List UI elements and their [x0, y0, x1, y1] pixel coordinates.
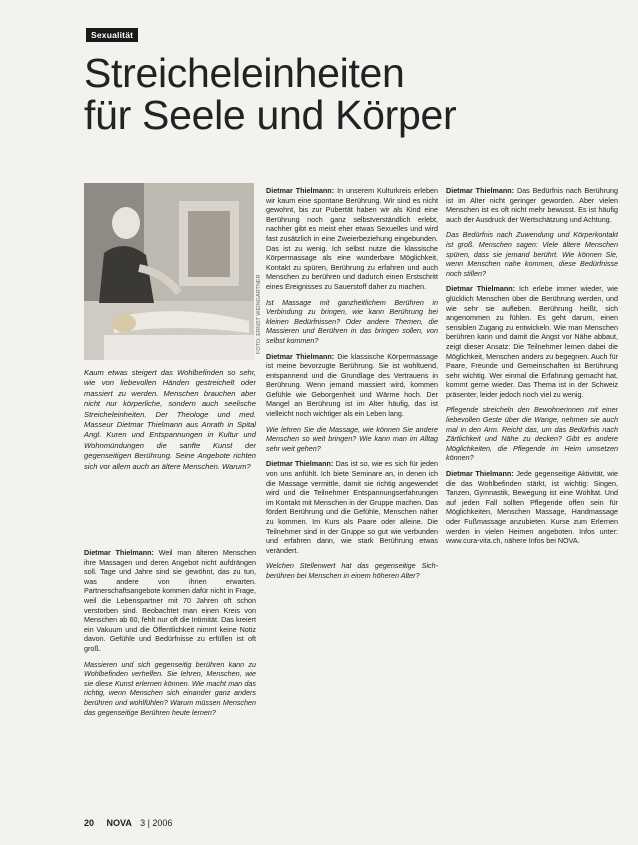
- massage-photo: [84, 183, 254, 360]
- paragraph: Dietmar Thielmann: Das Bedürfnis nach Berührung ist im Alter nicht geringer geworden. Aber vielen Menschen ist es oft nicht mehr bewusst. Es ist häufig auch der Ausdruck der Wertschätzung und Achtung.: [446, 186, 618, 224]
- article-lead: Kaum etwas steigert das Wohlbefinden so sehr, wie von liebevollen Händen gestreichelt oder massiert zu werden. Menschen brauchen aber nicht nur körperliche, sondern auch seelische Streicheleinheiten. Der Theologe und med. Masseur Dietmar Thielmann aus Anrath in Spital Angl. Kuren und Entspannungen in Kultur und Wohnmündungen die sanfte Kunst der gegenseitigen Berührung. Seine Angebote richten sich vor allem auch an ältere Menschen. Warum?: [84, 368, 256, 471]
- paragraph: Dietmar Thielmann: Die klassische Körpermassage ist meine bevorzugte Berührung. Sie ist wohltuend, entspannend und die Grundlage des Vertrauens in Berührung. Wenn jemand massiert wird, kommen Gefühle wie Geborgenheit und Wärme hoch. Der Mangel an Berührung ist im Alter häufig, das ist vielleicht noch wichtiger als ein Leben lang.: [266, 351, 438, 419]
- paragraph: Dietmar Thielmann: Das ist so, wie es sich für jeden von uns anfühlt. Ich biete Seminare an, in denen ich die Massage vermittle, damit sie richtig angewendet wird und die Teilnehmer Entspannungserfahrungen im Kontakt mit Menschen in der Gruppe machen. Das fördert Berührung und die Gefühle, Menschen näher zu kommen. Im Kurs als Paare oder alleine. Die Teilnehmer sind in der Gruppe so gut wie verbunden und erfahren dann, wie stark Berührung etwas verändert.: [266, 459, 438, 555]
- issue-number: 3 | 2006: [140, 818, 173, 828]
- massage-scene-illustration: [84, 183, 254, 360]
- photo-credit: FOTO: ERNST WEINGARTNER: [256, 274, 262, 354]
- question-paragraph: Pflegende streicheln den Bewohnerinnen mit einer liebevollen Geste über die Wange, nehmen sie auch mal in den Arm. Reicht das, um das Bedürfnis nach Zärtlichkeit und Nähe zu decken? Gibt es andere Möglichkeiten, die Pflegende im Heim umsetzen können?: [446, 405, 618, 463]
- magazine-name: NOVA: [106, 818, 132, 828]
- column-3-body: [446, 186, 618, 813]
- page-footer: [84, 818, 172, 828]
- question-paragraph: Das Bedürfnis nach Zuwendung und Körperkontakt ist groß. Menschen sagen: Viele ältere Menschen spüren, dass sie jemand berührt. Wie können Sie, wenn Menschen nahe kommen, diese Bedürfnisse noch stillen?: [446, 230, 618, 278]
- question-paragraph: Ist Massage mit ganzheitlichem Berühren in Verbindung zu bringen, wie kann Berührung bei kleinen Bedürfnissen? Oder andere Themen, die Massieren und Berühren in das bringen sollen, von selbst kommen?: [266, 297, 438, 345]
- paragraph: Dietmar Thielmann: Weil man älteren Menschen ihre Massagen und deren Angebot nicht aufdrängen soll. Tage und Jahre sind sie gewöhnt, das zu tun, was andere von ihnen erwarten. Partnerschaftsangebote kommen dafür nicht in Frage, weil die Lebenspartner mit 70 Jahren oft schon verstorben sind. Beobachtet man einen Kreis von Menschen ab 60, fehlt nur oft die Intimität. Das kreiert ein Vakuum und die Öffentlichkeit nimmt keine Notiz davon. Gefühle und Bedürfnisse zu erfüllen ist oft groß.: [84, 548, 256, 653]
- column-2-body: [266, 186, 438, 813]
- question-paragraph: Welchen Stellenwert hat das gegenseitige Sich-berühren bei Menschen in einem höheren Alter?: [266, 561, 438, 580]
- article-headline: [84, 52, 604, 136]
- section-badge: Sexualität: [86, 28, 138, 42]
- question-paragraph: Massieren und sich gegenseitig berühren kann zu Wohlbefinden verhelfen. Sie lehren, Menschen, wie sie diese Kunst erlernen können. Wie macht man das richtig, wenn Menschen sich einander ganz anders berühren und wohlfühlen? Warum müssen Menschen das gegenseitige Berühren heute lernen?: [84, 659, 256, 717]
- page-number: 20: [84, 818, 95, 828]
- column-1-body: [84, 548, 256, 813]
- paragraph: Dietmar Thielmann: Jede gegenseitige Aktivität, wie die das Wohlbefinden stärkt, ist wichtig: Singen, Tanzen, Gymnastik, Bewegung ist eine Wohltat. Und auf jeden Fall sollten Pflegende offen sein für Möglichkeiten, Menschen Massage, Handmassage oder Fußmassage anzubieten. Kurse zum Erlernen werden in vielen Heimen angeboten. Infos unter: www.cura-vita.ch, nähere Infos bei NOVA.: [446, 469, 618, 546]
- headline-line-1: Streicheleinheiten: [84, 50, 405, 96]
- question-paragraph: Wie lehren Sie die Massage, wie können Sie andere Menschen so weit bringen? Wie kann man im Alltag sehr weit gehen?: [266, 424, 438, 453]
- paragraph: Dietmar Thielmann: In unserem Kulturkreis erleben wir kaum eine spontane Berührung. Wir sind es nicht gewohnt, bis zur Pubertät haben wir als Kind eine Berührung noch ganz selbstverständlich erlebt, nachher gibt es meist eher etwas Sexuelles und wird fast zusätzlich in eine Zweierbeziehung eingebunden. Das ist zu wenig. Ich selbst nutze die klassische Körpermassage als eine wunderbare Möglichkeit, Kontakt zu spüren, Berührung zu erfahren und auch Menschen zu berühren und dadurch einen Erstschritt eines Ereignisses zu Sauerstoff daher zu machen.: [266, 186, 438, 291]
- headline-line-2: für Seele und Körper: [84, 92, 457, 138]
- paragraph: Dietmar Thielmann: Ich erlebe immer wieder, wie glücklich Menschen über die Berührung werden, und wie sehr sie aufleben. Berührung heißt, sich angenommen zu fühlen. Es geht darum, einen sensiblen Zugang zu entwickeln. Wie man Menschen berühren kann und damit die Angst vor Nähe abbaut, zeigt dieser Ansatz: Die Teilnehmer lernen dabei die Möglichkeit, Menschen anders zu begegnen. Auch für Paare, Freunde und Gemeinschaften ist Berührung sehr wichtig. Wer einmal die Erfahrung gemacht hat, kommt gerne wieder. Das Thema ist in der Schweiz präsenter, leider jedoch noch viel zu wenig.: [446, 284, 618, 399]
